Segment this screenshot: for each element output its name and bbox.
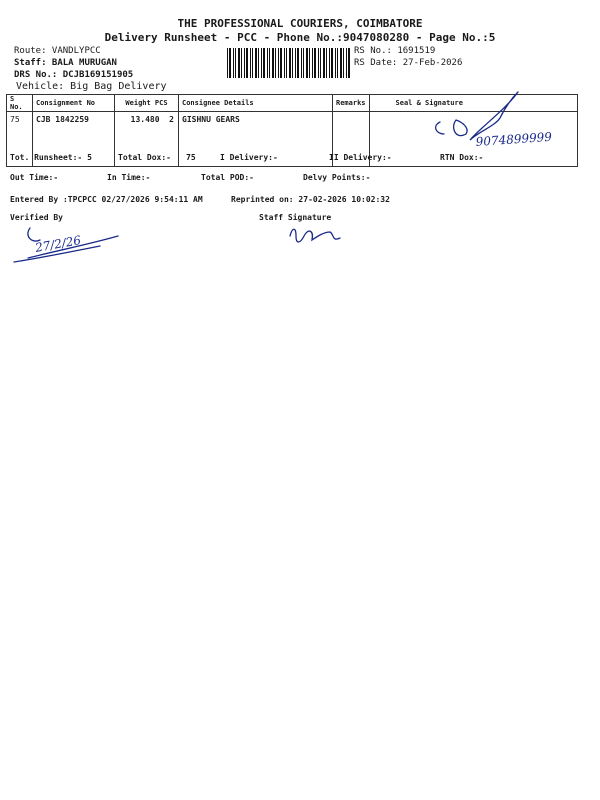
route-label: Route: VANDLYPCC	[14, 46, 101, 56]
entered-by: Entered By :TPCPCC 02/27/2026 9:54:11 AM	[10, 195, 203, 204]
handwritten-phone: 9074899999	[475, 129, 553, 149]
total-dox-value: 75	[186, 153, 196, 162]
rs-date: RS Date: 27-Feb-2026	[354, 58, 463, 68]
col-consignee: Consignee Details	[179, 95, 333, 112]
vehicle-label: Vehicle: Big Bag Delivery	[16, 81, 167, 92]
out-time: Out Time:-	[10, 173, 59, 182]
col-remarks: Remarks	[333, 95, 370, 112]
handwritten-date: 27/2/26	[34, 233, 83, 255]
col-seal-signature: Seal & Signature	[369, 95, 577, 112]
staff-signature-ink	[290, 229, 340, 242]
col-sno: S No.	[7, 95, 33, 112]
col-weight-pcs: Weight PCS	[115, 95, 179, 112]
verified-by-label: Verified By	[10, 213, 63, 222]
rtn-dox: RTN Dox:-	[440, 153, 484, 162]
staff-label: Staff: BALA MURUGAN	[14, 58, 117, 68]
cell-sno: 75	[7, 112, 33, 167]
reprinted-on: Reprinted on: 27-02-2026 10:02:32	[231, 195, 390, 204]
runsheet-subtitle: Delivery Runsheet - PCC - Phone No.:9047080280 - Page No.:5	[104, 31, 496, 44]
drs-number: DRS No.: DCJB169151905	[14, 70, 134, 80]
col-consignment: Consignment No	[33, 95, 115, 112]
cell-consignment: CJB 1842259	[33, 112, 115, 167]
company-title: THE PROFESSIONAL COURIERS, COIMBATORE	[177, 17, 423, 30]
total-dox-label: Total Dox:-	[118, 153, 171, 162]
rs-number: RS No.: 1691519	[354, 46, 436, 56]
total-pod: Total POD:-	[201, 173, 254, 182]
tot-runsheet: Tot. Runsheet:- 5	[10, 153, 92, 162]
in-time: In Time:-	[107, 173, 151, 182]
cell-pcs-value: 2	[169, 115, 174, 124]
verified-scribble	[28, 228, 40, 241]
delvy-points: Delvy Points:-	[303, 173, 371, 182]
staff-signature-label: Staff Signature	[259, 213, 332, 222]
cell-consignee: GISHNU GEARS	[179, 112, 333, 167]
i-delivery: I Delivery:-	[220, 153, 278, 162]
cell-weight-value: 13.480	[130, 115, 160, 124]
ii-delivery: II Delivery:-	[329, 153, 392, 162]
